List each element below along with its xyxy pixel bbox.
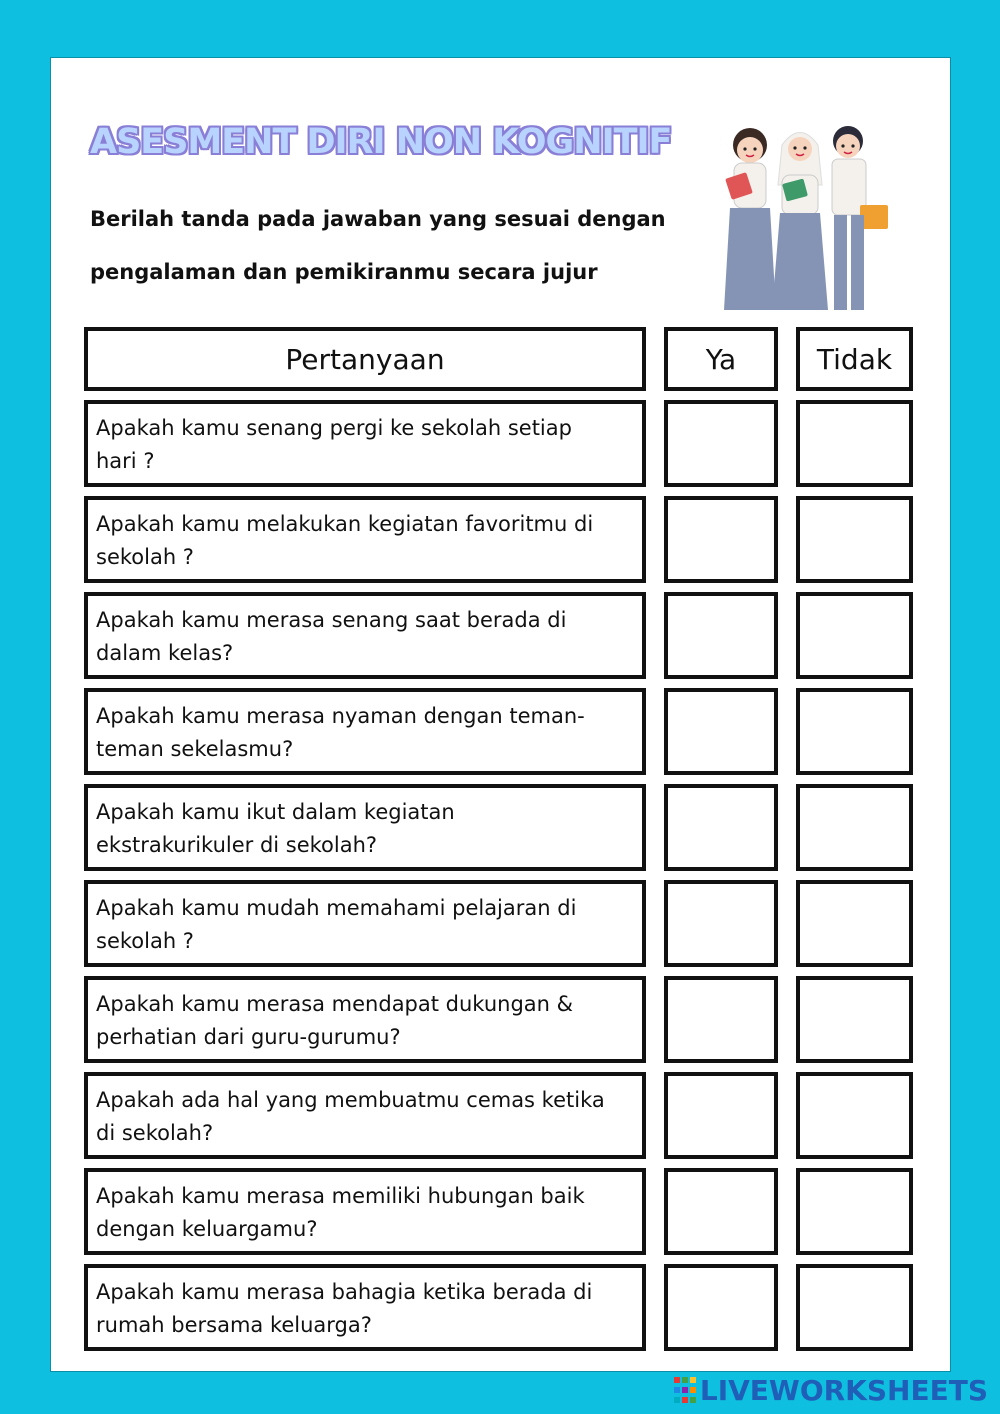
question-row-1 [84,400,646,487]
question-line-1: Apakah kamu ikut dalam kegiatan [96,800,455,824]
question-line-1: Apakah ada hal yang membuatmu cemas ketika [96,1088,605,1112]
yes-checkbox-1[interactable] [664,400,778,487]
question-line-2: hari ? [96,449,155,473]
students-illustration-icon [720,115,900,320]
question-line-2: sekolah ? [96,545,194,569]
question-row-10 [84,1264,646,1351]
yes-checkbox-5[interactable] [664,784,778,871]
liveworksheets-text: LIVEWORKSHEETS [699,1373,988,1407]
question-line-1: Apakah kamu merasa senang saat berada di [96,608,567,632]
question-line-2: teman sekelasmu? [96,737,294,761]
yes-checkbox-6[interactable] [664,880,778,967]
no-checkbox-5[interactable] [796,784,913,871]
question-line-1: Apakah kamu merasa nyaman dengan teman- [96,704,585,728]
yes-checkbox-3[interactable] [664,592,778,679]
question-row-9 [84,1168,646,1255]
no-checkbox-6[interactable] [796,880,913,967]
question-line-1: Apakah kamu melakukan kegiatan favoritmu di [96,512,594,536]
no-checkbox-3[interactable] [796,592,913,679]
no-checkbox-7[interactable] [796,976,913,1063]
no-checkbox-8[interactable] [796,1072,913,1159]
no-checkbox-2[interactable] [796,496,913,583]
question-line-1: Apakah kamu merasa mendapat dukungan & [96,992,574,1016]
question-line-2: rumah bersama keluarga? [96,1313,372,1337]
question-row-5 [84,784,646,871]
question-row-8 [84,1072,646,1159]
question-line-2: di sekolah? [96,1121,214,1145]
header-no: Tidak [796,327,913,391]
no-checkbox-1[interactable] [796,400,913,487]
liveworksheets-watermark[interactable] [674,1372,988,1408]
yes-checkbox-8[interactable] [664,1072,778,1159]
yes-checkbox-9[interactable] [664,1168,778,1255]
question-line-1: Apakah kamu merasa bahagia ketika berada di [96,1280,593,1304]
header-question: Pertanyaan [84,327,646,391]
question-row-2 [84,496,646,583]
page-title: ASESMENT DIRI NON KOGNITIF [90,122,672,162]
question-line-1: Apakah kamu merasa memiliki hubungan baik [96,1184,585,1208]
header-yes: Ya [664,327,778,391]
question-line-2: dengan keluargamu? [96,1217,318,1241]
no-checkbox-4[interactable] [796,688,913,775]
liveworksheets-logo-icon [674,1377,696,1403]
yes-checkbox-4[interactable] [664,688,778,775]
question-row-4 [84,688,646,775]
question-row-7 [84,976,646,1063]
no-checkbox-10[interactable] [796,1264,913,1351]
question-row-6 [84,880,646,967]
question-line-2: ekstrakurikuler di sekolah? [96,833,378,857]
yes-checkbox-7[interactable] [664,976,778,1063]
instruction-line-1: Berilah tanda pada jawaban yang sesuai dengan [90,207,666,231]
question-line-2: perhatian dari guru-gurumu? [96,1025,401,1049]
yes-checkbox-2[interactable] [664,496,778,583]
question-line-1: Apakah kamu mudah memahami pelajaran di [96,896,577,920]
instruction-line-2: pengalaman dan pemikiranmu secara jujur [90,260,598,284]
question-line-1: Apakah kamu senang pergi ke sekolah setiap [96,416,572,440]
no-checkbox-9[interactable] [796,1168,913,1255]
question-line-2: dalam kelas? [96,641,234,665]
question-row-3 [84,592,646,679]
yes-checkbox-10[interactable] [664,1264,778,1351]
question-line-2: sekolah ? [96,929,194,953]
